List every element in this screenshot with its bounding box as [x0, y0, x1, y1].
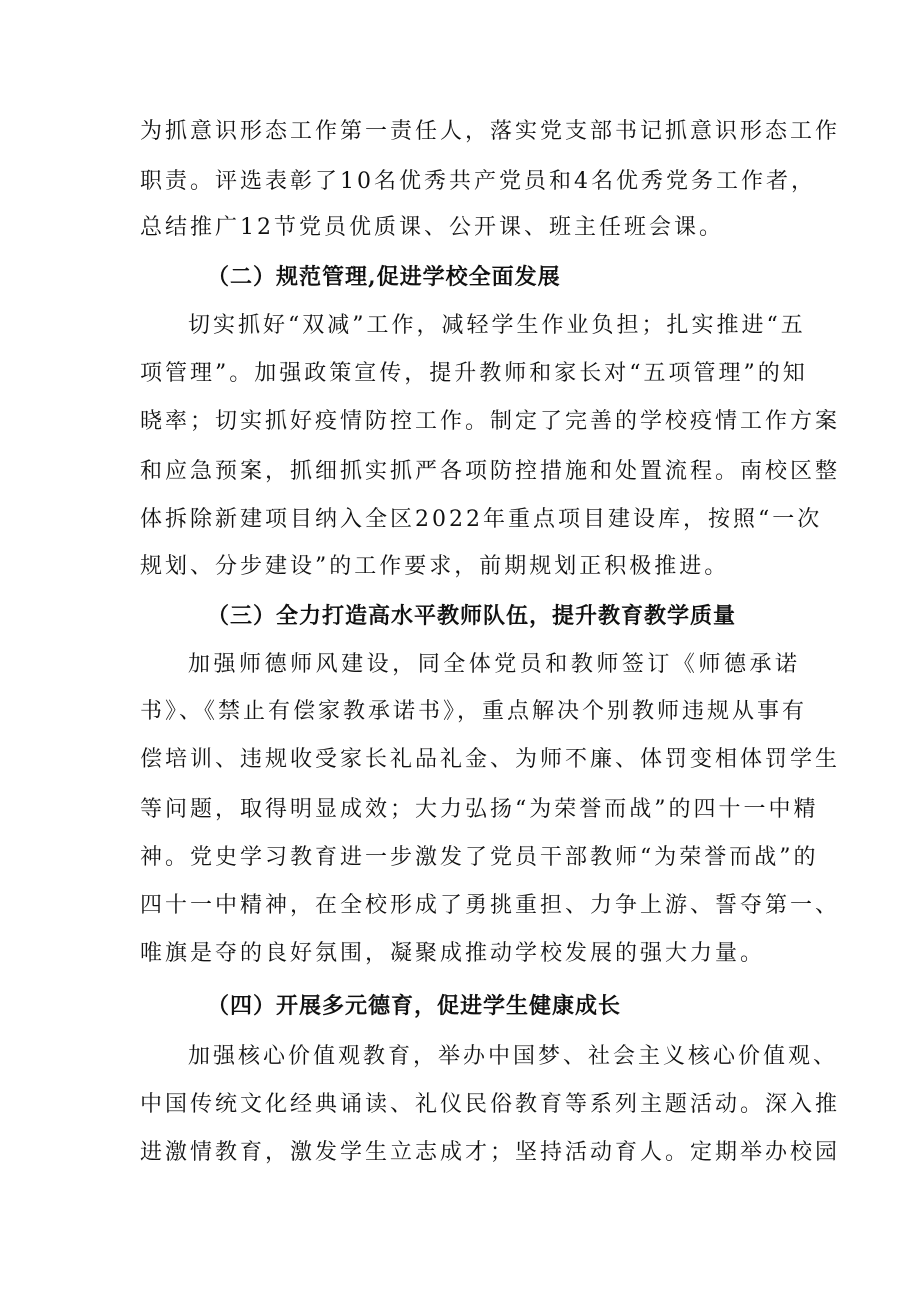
body-line: 书》、《禁止有偿家教承诺书》，重点解决个别教师违规从事有	[140, 699, 808, 724]
body-line: 四十一中精神，在全校形成了勇挑重担、力争上游、誓夺第一、	[140, 893, 841, 918]
body-line: 晓率；切实抓好疫情防控工作。制定了完善的学校疫情工作方案	[140, 409, 841, 434]
section-heading: （二）规范管理,促进学校全面发展	[207, 264, 561, 290]
body-line: 总结推广12节党员优质课、公开课、班主任班会课。	[140, 215, 724, 240]
body-line: 切实抓好“双减”工作，减轻学生作业负担；扎实推进“五	[188, 313, 806, 338]
body-line: 和应急预案，抓细抓实抓严各项防控措施和处置流程。南校区整	[140, 459, 841, 484]
body-line: 加强师德师风建设，同全体党员和教师签订《师德承诺	[188, 652, 800, 677]
body-line: 体拆除新建项目纳入全区2022年重点项目建设库，按照“一次	[140, 507, 823, 532]
body-line: 进激情教育，激发学生立志成才；坚持活动育人。定期举办校园	[140, 1140, 841, 1165]
body-line: 等问题，取得明显成效；大力弘扬“为荣誉而战”的四十一中精	[140, 797, 819, 822]
body-line: 加强核心价值观教育，举办中国梦、社会主义核心价值观、	[188, 1044, 839, 1069]
body-line: 中国传统文化经典诵读、礼仪民俗教育等系列主题活动。深入推	[140, 1092, 841, 1117]
section-heading: （四）开展多元德育，促进学生健康成长	[207, 993, 622, 1019]
body-line: 为抓意识形态工作第一责任人，落实党支部书记抓意识形态工作	[140, 119, 841, 144]
body-line: 规划、分步建设”的工作要求，前期规划正积极推进。	[140, 554, 730, 579]
body-line: 职责。评选表彰了10名优秀共产党员和4名优秀党务工作者，	[140, 169, 816, 194]
body-line: 神。党史学习教育进一步激发了党员干部教师“为荣誉而战”的	[140, 845, 819, 870]
body-line: 唯旗是夺的良好氛围，凝聚成推动学校发展的强大力量。	[140, 941, 766, 966]
section-heading: （三）全力打造高水平教师队伍，提升教育教学质量	[207, 603, 737, 629]
body-line: 项管理”。加强政策宣传，提升教师和家长对“五项管理”的知	[140, 361, 808, 386]
body-line: 偿培训、违规收受家长礼品礼金、为师不廉、体罚变相体罚学生	[140, 747, 841, 772]
